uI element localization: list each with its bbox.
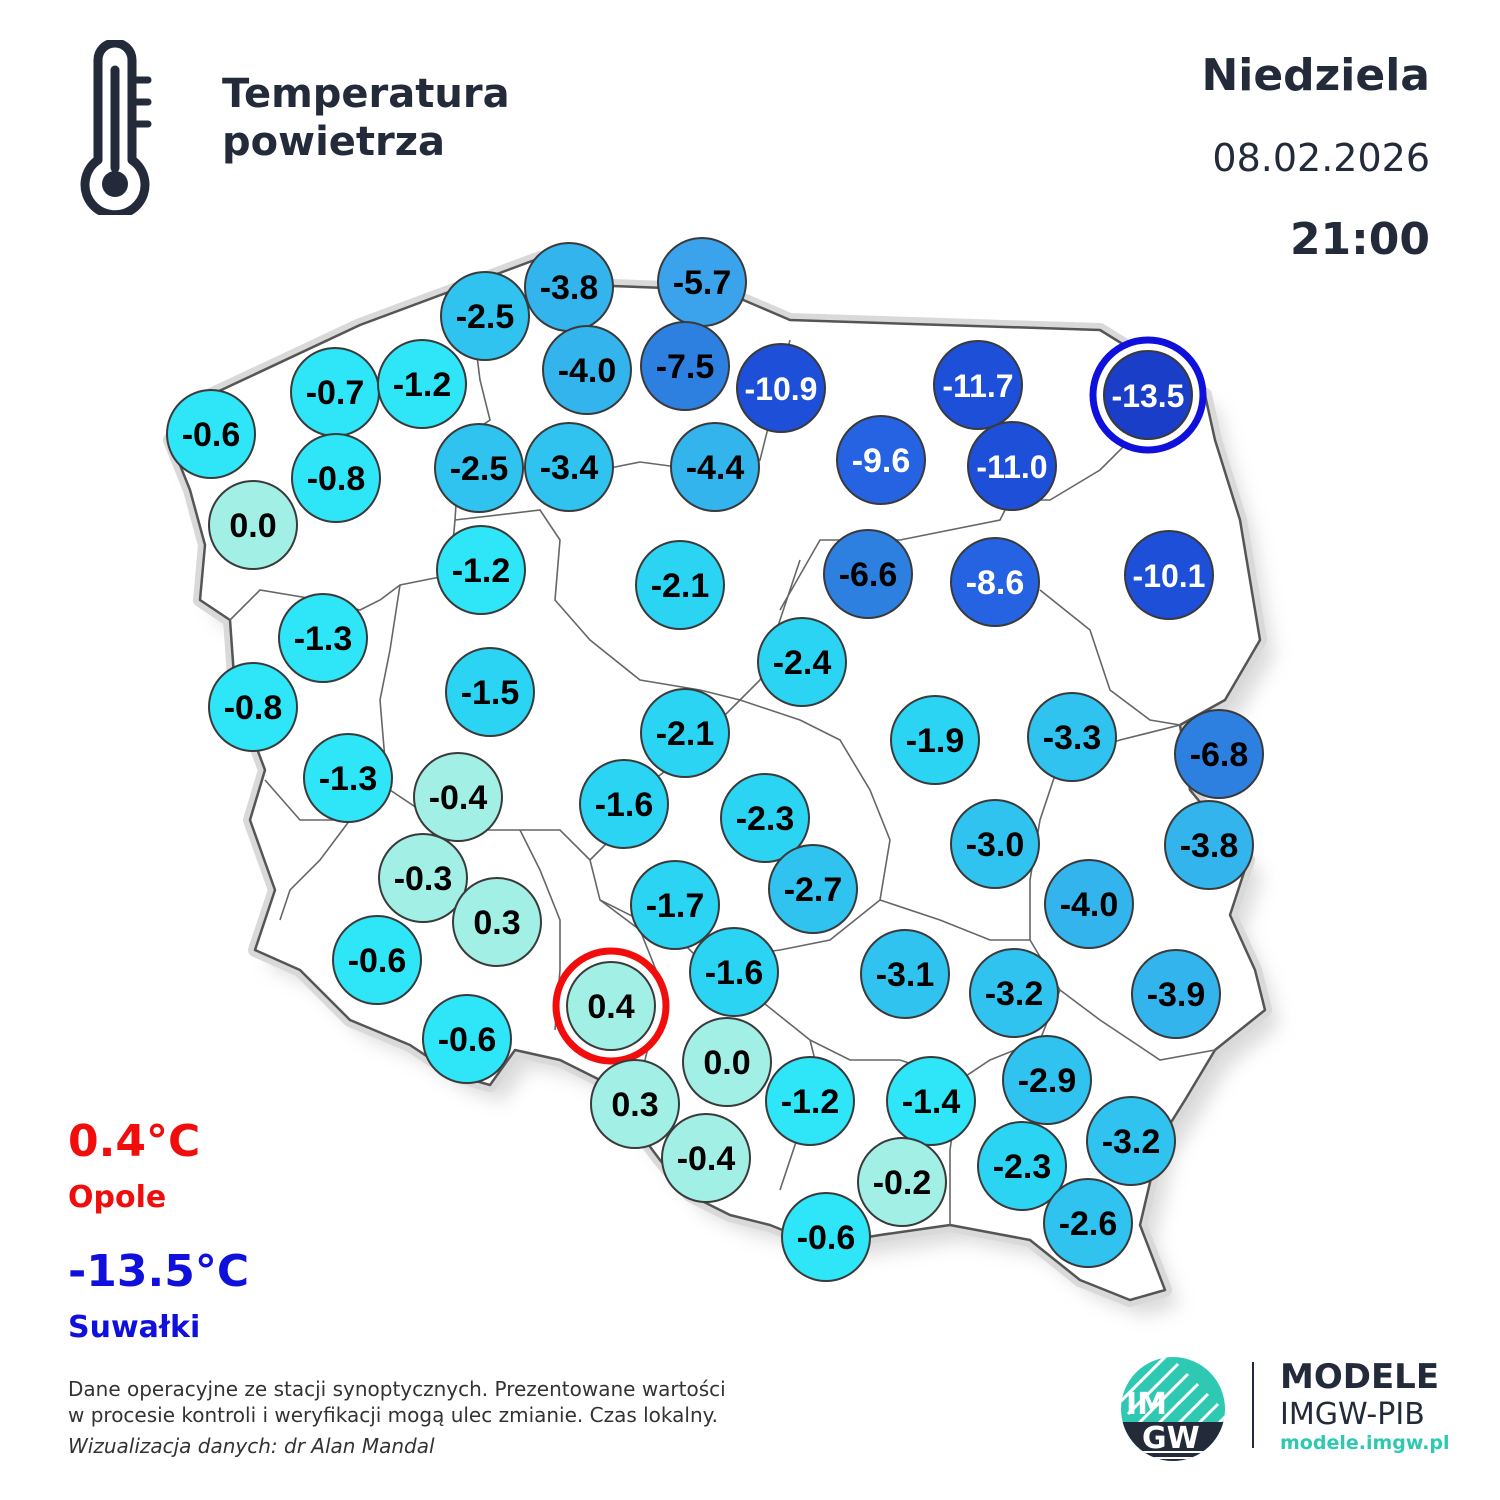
station-temperature-label: -1.6 <box>704 954 764 992</box>
station-marker <box>423 995 511 1083</box>
station-temperature-label: -2.3 <box>735 800 795 838</box>
max-temperature-station: Opole <box>68 1180 167 1215</box>
station-temperature-label: -0.4 <box>676 1140 736 1178</box>
station-marker <box>556 951 666 1061</box>
station-marker <box>525 243 613 331</box>
station-marker <box>951 538 1039 626</box>
station-temperature-label: -0.6 <box>347 942 407 980</box>
station-temperature-label: -3.8 <box>539 269 599 307</box>
weekday-label: Niedziela <box>1201 50 1430 101</box>
station-marker <box>453 878 541 966</box>
station-temperature-label: -1.3 <box>293 620 353 658</box>
station-temperature-label: -3.2 <box>1101 1123 1161 1161</box>
max-temperature-value: 0.4°C <box>68 1116 201 1167</box>
logo-imgw-text: IMGW-PIB <box>1280 1397 1425 1432</box>
logo-badge-top-text: IM <box>1126 1387 1168 1422</box>
station-temperature-label: -3.1 <box>875 956 935 994</box>
station-marker <box>292 434 380 522</box>
station-marker <box>378 340 466 428</box>
station-marker <box>891 696 979 784</box>
station-temperature-label: -0.6 <box>437 1021 497 1059</box>
station-marker <box>1093 340 1203 450</box>
title-line-2: powietrza <box>222 119 446 165</box>
station-temperature-label: -2.4 <box>772 644 832 682</box>
station-temperature-label: -1.4 <box>901 1083 961 1121</box>
station-temperature-label: -4.0 <box>1059 886 1119 924</box>
station-temperature-label: -3.0 <box>965 826 1025 864</box>
station-marker <box>766 1057 854 1145</box>
station-temperature-label: -0.8 <box>223 689 283 727</box>
date-label: 08.02.2026 <box>1212 136 1430 180</box>
station-marker <box>333 916 421 1004</box>
station-temperature-label: -2.6 <box>1058 1205 1118 1243</box>
station-temperature-label: -5.7 <box>672 264 732 302</box>
station-marker <box>1044 1179 1132 1267</box>
station-marker <box>1028 693 1116 781</box>
station-marker <box>446 648 534 736</box>
station-temperature-label: -11.7 <box>942 368 1014 404</box>
station-temperature-label: -1.7 <box>645 887 705 925</box>
station-marker <box>209 663 297 751</box>
station-temperature-label: 0.3 <box>611 1086 659 1124</box>
station-temperature-label: -0.8 <box>306 460 366 498</box>
logo-modele-text: MODELE <box>1280 1357 1440 1397</box>
station-temperature-label: -6.6 <box>838 556 898 594</box>
station-temperature-label: -13.5 <box>1111 378 1185 414</box>
station-temperature-label: -0.4 <box>428 779 488 817</box>
station-temperature-label: -11.0 <box>976 449 1048 485</box>
station-marker <box>580 760 668 848</box>
station-marker <box>970 949 1058 1037</box>
station-marker <box>968 422 1056 510</box>
station-marker <box>435 424 523 512</box>
station-temperature-label: -1.3 <box>318 760 378 798</box>
station-temperature-label: -3.2 <box>984 975 1044 1013</box>
station-temperature-label: -1.2 <box>780 1083 840 1121</box>
station-marker <box>1132 950 1220 1038</box>
min-temperature-station: Suwałki <box>68 1310 201 1345</box>
station-marker <box>1165 801 1253 889</box>
station-marker <box>379 834 467 922</box>
station-marker <box>636 541 724 629</box>
station-marker <box>858 1138 946 1226</box>
station-temperature-label: -9.6 <box>851 442 911 480</box>
station-marker <box>291 348 379 436</box>
station-marker <box>658 238 746 326</box>
station-temperature-label: -2.5 <box>455 298 515 336</box>
station-marker <box>758 618 846 706</box>
station-temperature-label: -6.8 <box>1189 736 1249 774</box>
station-marker <box>543 326 631 414</box>
logo-badge-bottom-text: GW <box>1142 1421 1200 1456</box>
station-temperature-label: 0.4 <box>587 988 635 1026</box>
station-temperature-label: -3.9 <box>1146 976 1206 1014</box>
station-temperature-label: -3.8 <box>1179 827 1239 865</box>
station-marker <box>837 416 925 504</box>
footer-note <box>68 1376 828 1428</box>
station-temperature-label: -0.7 <box>305 374 365 412</box>
station-marker <box>641 322 729 410</box>
station-temperature-label: -3.4 <box>539 449 599 487</box>
station-marker <box>167 390 255 478</box>
station-marker <box>279 594 367 682</box>
station-temperature-label: -1.2 <box>392 366 452 404</box>
station-temperature-label: -1.9 <box>905 722 965 760</box>
min-temperature-value: -13.5°C <box>68 1246 250 1297</box>
station-temperature-label: -2.1 <box>650 567 710 605</box>
station-temperature-label: -2.3 <box>992 1148 1052 1186</box>
footer-note-line-1: Dane operacyjne ze stacji synoptycznych. Prezentowane wartości <box>68 1377 726 1401</box>
station-temperature-label: 0.3 <box>473 904 521 942</box>
station-temperature-label: 0.0 <box>703 1044 751 1082</box>
station-marker <box>737 344 825 432</box>
station-marker <box>887 1057 975 1145</box>
station-marker <box>671 423 759 511</box>
station-marker <box>951 800 1039 888</box>
station-marker <box>641 689 729 777</box>
station-marker <box>525 423 613 511</box>
station-marker <box>209 481 297 569</box>
station-marker <box>1125 531 1213 619</box>
logo-url-link[interactable]: modele.imgw.pl <box>1280 1432 1450 1454</box>
title-line-1: Temperatura <box>222 71 510 117</box>
station-marker <box>782 1193 870 1281</box>
station-temperature-label: -8.6 <box>965 564 1025 602</box>
station-temperature-label: -10.9 <box>744 371 818 407</box>
station-temperature-label: -1.2 <box>451 552 511 590</box>
station-temperature-label: -2.7 <box>783 871 843 909</box>
station-marker <box>1045 860 1133 948</box>
station-temperature-label: -3.3 <box>1042 719 1102 757</box>
station-marker <box>1087 1097 1175 1185</box>
station-marker <box>441 272 529 360</box>
station-marker <box>1003 1036 1091 1124</box>
station-temperature-label: 0.0 <box>229 507 277 545</box>
station-marker <box>414 753 502 841</box>
station-marker <box>662 1114 750 1202</box>
station-marker <box>1175 710 1263 798</box>
station-marker <box>631 861 719 949</box>
station-temperature-label: -1.6 <box>594 786 654 824</box>
footer-note-line-2: w procesie kontroli i weryfikacji mogą ulec zmianie. Czas lokalny. <box>68 1403 718 1427</box>
station-marker <box>304 734 392 822</box>
station-temperature-label: -2.5 <box>449 450 509 488</box>
station-temperature-label: -0.2 <box>872 1164 932 1202</box>
footer-credit: Wizualizacja danych: dr Alan Mandal <box>68 1434 435 1458</box>
station-temperature-label: -7.5 <box>655 348 715 386</box>
station-marker <box>690 928 778 1016</box>
station-temperature-label: -2.9 <box>1017 1062 1077 1100</box>
station-marker <box>683 1018 771 1106</box>
logo-divider <box>1252 1362 1254 1448</box>
station-marker <box>591 1060 679 1148</box>
station-marker <box>861 930 949 1018</box>
station-marker <box>437 526 525 614</box>
station-marker <box>824 530 912 618</box>
station-temperature-label: -4.4 <box>685 449 745 487</box>
imgw-logo-badge <box>1118 1354 1228 1464</box>
station-temperature-label: -4.0 <box>557 352 617 390</box>
station-temperature-label: -0.3 <box>393 860 453 898</box>
station-temperature-label: -2.1 <box>655 715 715 753</box>
station-marker <box>769 845 857 933</box>
time-label: 21:00 <box>1289 214 1430 265</box>
station-temperature-label: -10.1 <box>1132 558 1206 594</box>
station-temperature-label: -0.6 <box>796 1219 856 1257</box>
station-temperature-label: -0.6 <box>181 416 241 454</box>
station-marker <box>934 341 1022 429</box>
station-temperature-label: -1.5 <box>460 674 520 712</box>
